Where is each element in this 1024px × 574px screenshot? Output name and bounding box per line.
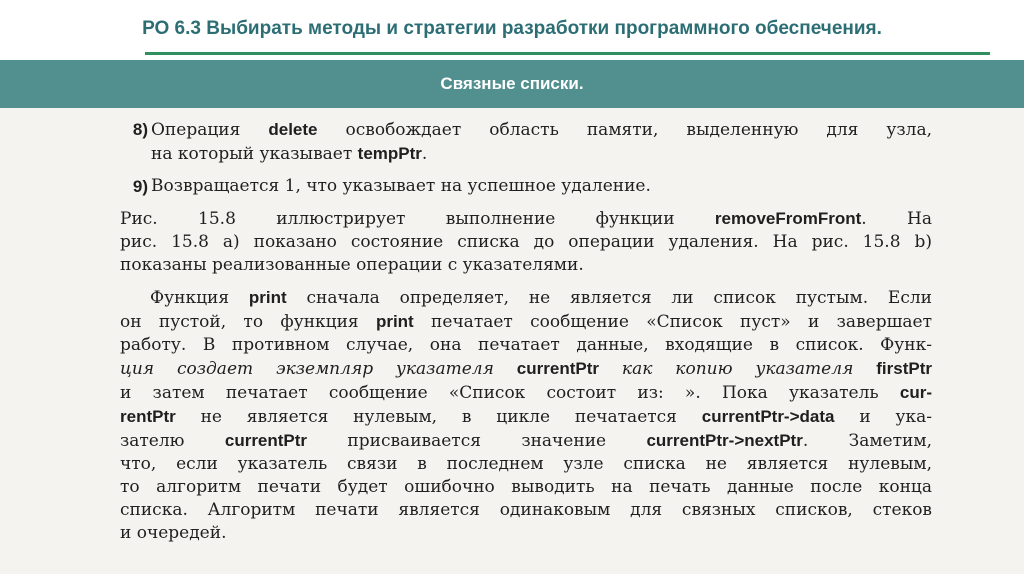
text-line [120,499,932,522]
text-line [120,254,932,277]
text-line [151,118,932,142]
text-run: рис. 15.8 а) показано состояние списка до операции удаления. На рис. 15.8 b) [120,232,932,252]
text-run: то алгоритм печати будет ошибочно выводить на печать данные после конца [120,477,932,497]
text-line [120,381,932,405]
text-run: . Заметим, [802,431,932,451]
slide-title: РО 6.3 Выбирать методы и стратегии разработки программного обеспечения. [142,18,882,39]
text-line [120,207,932,231]
list-item-body [151,118,932,166]
text-run: ция создает экземпляр указателя [120,359,517,379]
text-line [120,453,932,476]
text-run: печатает сообщение «Список пуст» и завершает [413,312,932,332]
text-run: не является нулевым, в цикле печатается [175,407,702,427]
code-term: firstPtr [876,359,932,378]
text-run: на который указывает [151,144,358,164]
text-run: и затем печатает сообщение «Список состоит из: ». Пока указатель [120,383,900,403]
book-page-scan [0,108,1024,574]
list-item-body [151,175,932,198]
list-item-number: 9) [132,177,148,196]
code-term: currentPtr->nextPtr [646,431,803,450]
text-line [120,357,932,381]
code-term: print [248,288,287,307]
text-run: Возвращается 1, что указывает на успешное удаление. [151,176,651,196]
title-underline [145,52,990,55]
code-term: print [375,312,414,331]
text-run: как копию указателя [598,359,877,379]
text-line [120,522,932,545]
text-line [120,429,932,453]
code-term: currentPtr [516,359,599,378]
section-banner: Связные списки. [0,60,1024,108]
text-run: и ука- [834,407,932,427]
text-run: . [421,144,428,164]
text-run: Рис. 15.8 иллюстрирует выполнение функции [120,209,715,229]
text-run: показаны реализованные операции с указателями. [120,255,584,275]
list-item-number: 8) [132,120,148,139]
text-run: списка. Алгоритм печати является одинаковым для связных списков, стеков [120,500,932,520]
text-line [151,142,932,166]
text-run: сначала определяет, не является ли список пустым. Если [286,288,932,308]
text-run: и очередей. [120,523,227,543]
paragraph-figure-description [120,207,932,277]
text-run: он пустой, то функция [120,312,376,332]
text-line [120,231,932,254]
paragraph-print-function [120,286,932,545]
text-run: работу. В противном случае, она печатает данные, входящие в список. Функ- [120,335,932,355]
text-run: Функция [150,288,249,308]
text-line [120,334,932,357]
list-item-8 [120,118,932,166]
text-line [120,476,932,499]
code-term: currentPtr->data [701,407,835,426]
code-term: tempPtr [357,144,422,163]
text-run: присваивается значение [307,431,647,451]
code-term: currentPtr [224,431,308,450]
text-line [120,310,932,334]
text-run: зателю [120,431,225,451]
text-line [120,405,932,429]
text-line [151,175,932,198]
code-term: cur- [899,383,932,402]
code-term: rentPtr [120,407,176,426]
text-run: . На [861,209,932,229]
text-run: что, если указатель связи в последнем узле списка не является нулевым, [120,454,932,474]
text-run: Операция [151,120,269,140]
text-line [120,286,932,310]
page-text [120,118,932,545]
code-term: delete [268,120,318,139]
list-item-9 [120,175,932,198]
code-term: removeFromFront [714,209,862,228]
text-run: освобождает область памяти, выделенную для узла, [317,120,932,140]
